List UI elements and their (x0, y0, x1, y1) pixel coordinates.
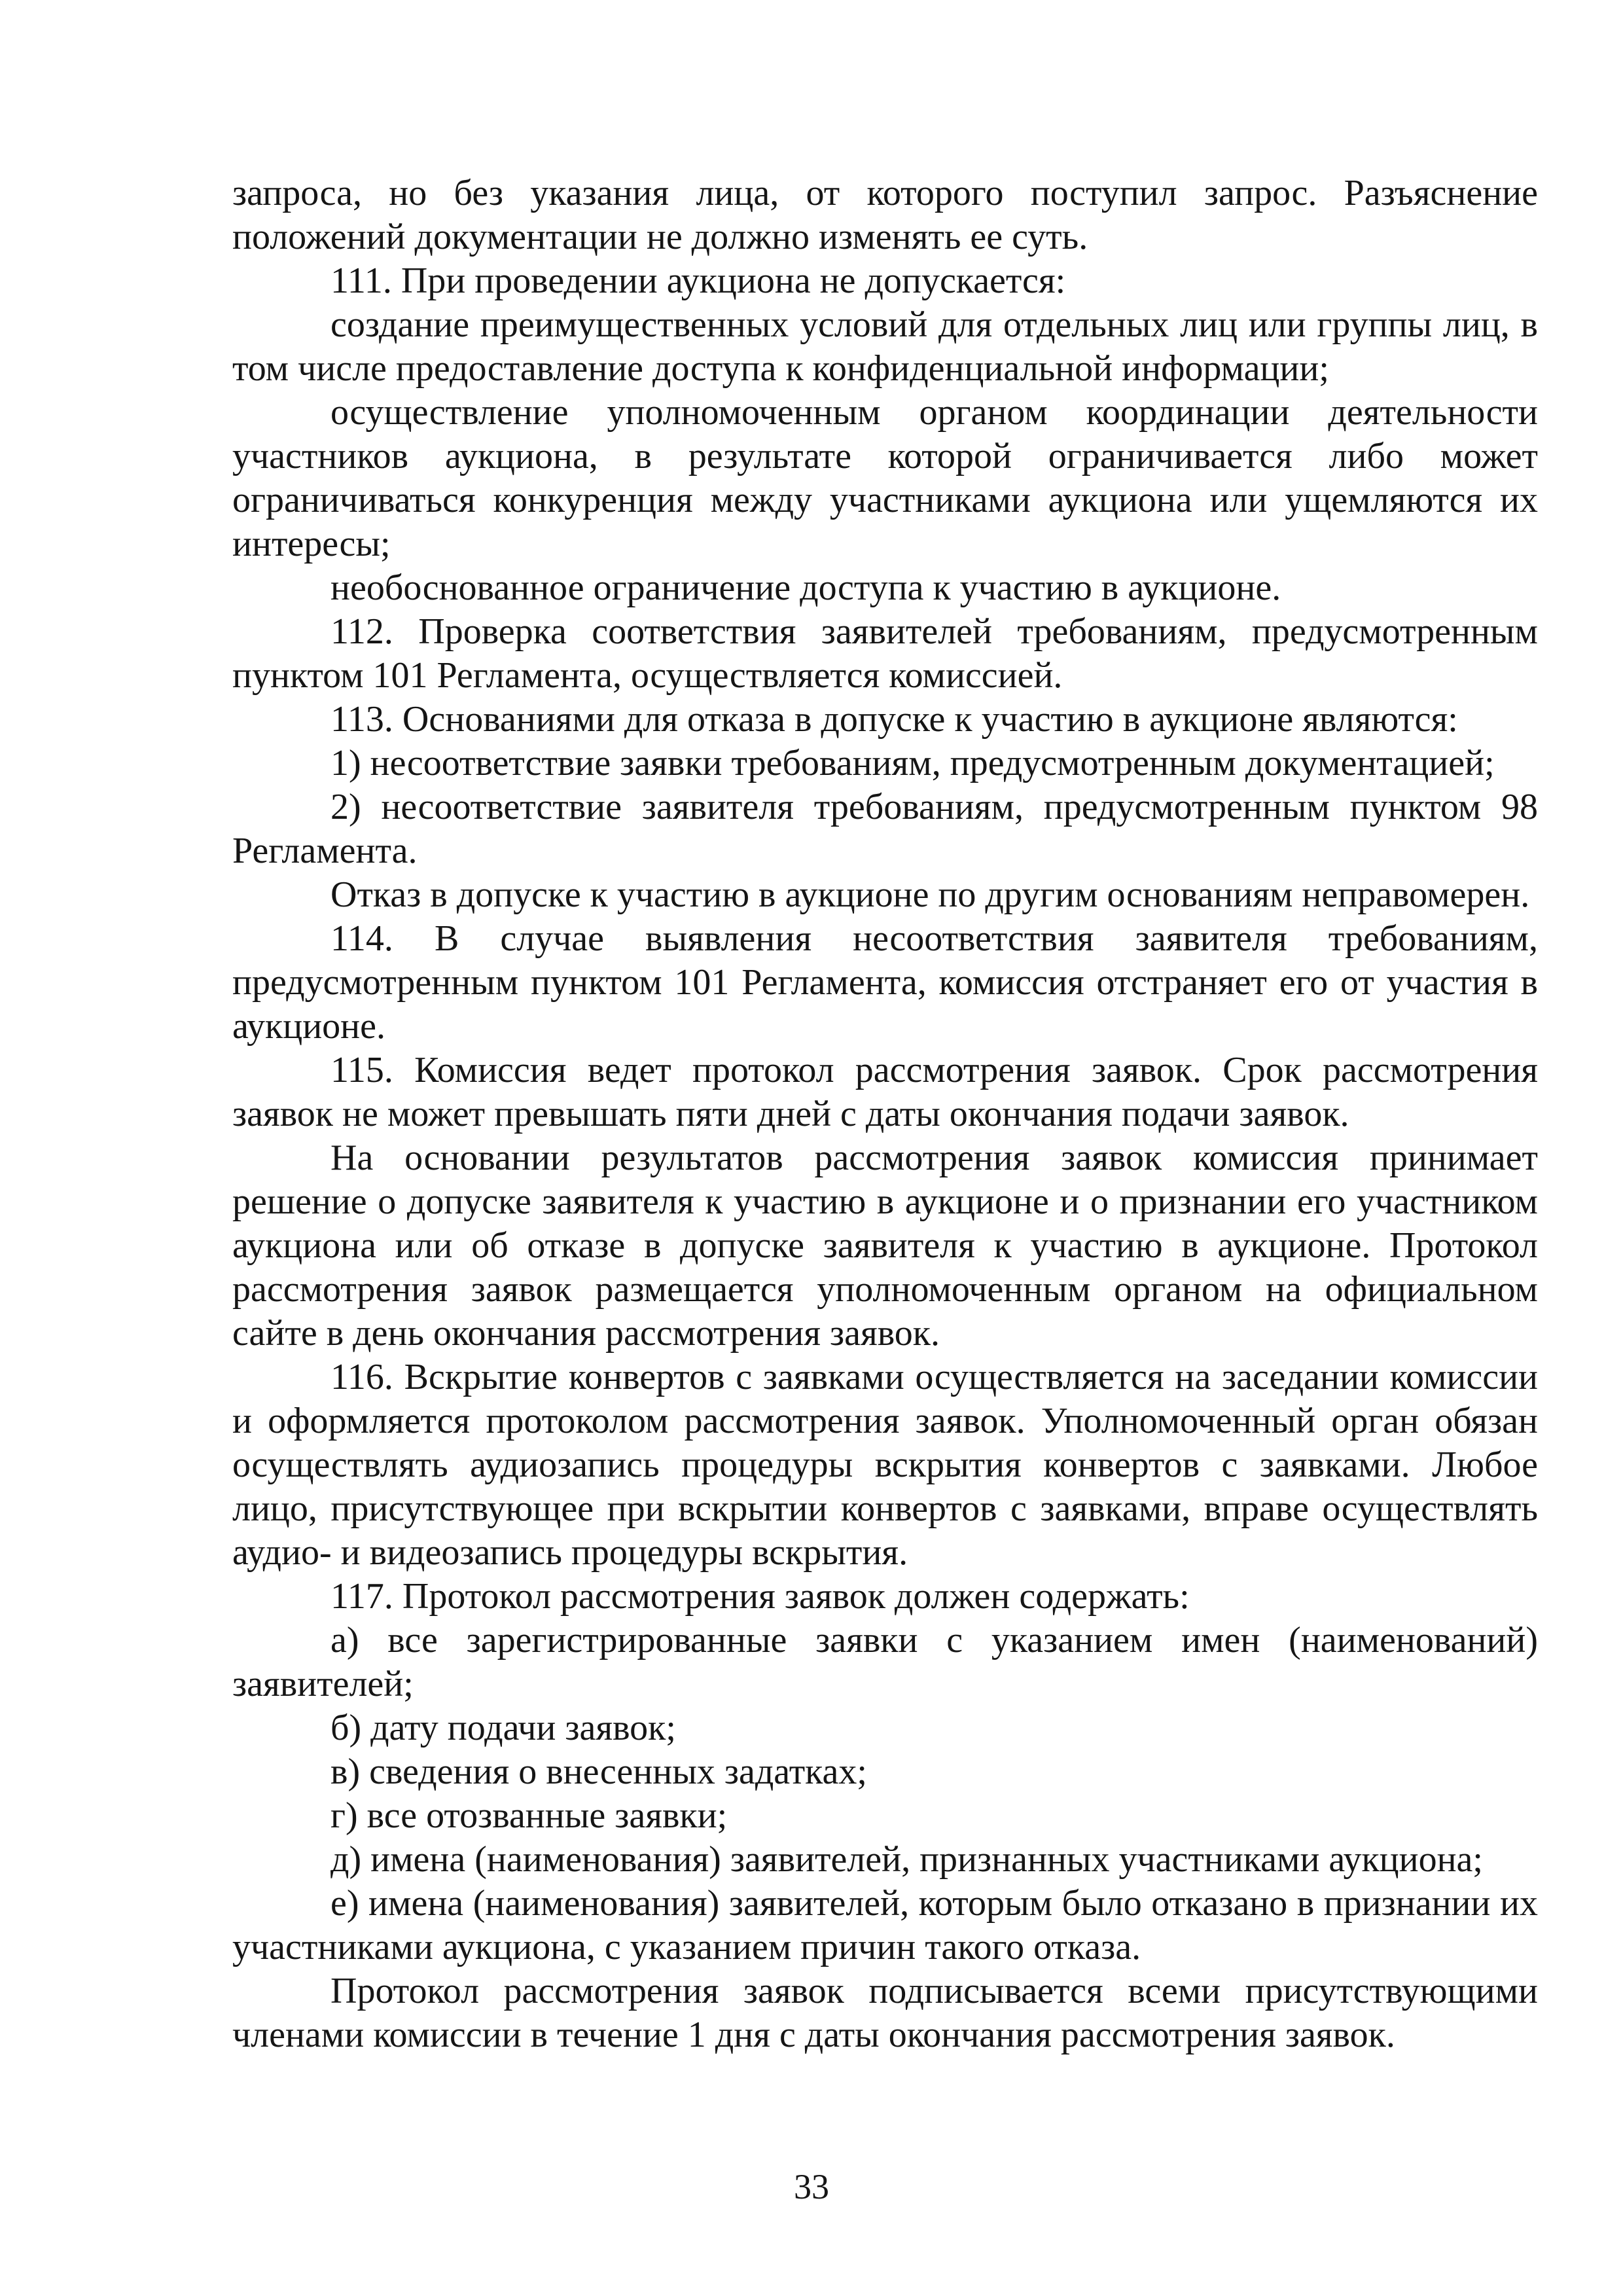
paragraph-continuation: запроса, но без указания лица, от которого поступил запрос. Разъяснение положений документации не должно изменять ее суть. (232, 173, 1538, 257)
paragraph-117-item-g: г) все отозванные заявки; (330, 1795, 728, 1836)
paragraph-117-item-e: е) имена (наименования) заявителей, которым было отказано в признании их участниками аукциона, с указанием причин такого отказа. (232, 1883, 1538, 1967)
paragraph-111: 111. При проведении аукциона не допускается: (330, 260, 1066, 301)
paragraph-117-item-v: в) сведения о внесенных задатках; (330, 1751, 867, 1792)
paragraph-115: 115. Комиссия ведет протокол рассмотрения заявок. Срок рассмотрения заявок не может превышать пяти дней с даты окончания подачи заявок. (232, 1050, 1538, 1134)
paragraph-111-item-1: создание преимущественных условий для отдельных лиц или группы лиц, в том числе предоставление доступа к конфиденциальной информации; (232, 304, 1538, 389)
paragraph-112: 112. Проверка соответствия заявителей требованиям, предусмотренным пунктом 101 Регламента, осуществляется комиссией. (232, 611, 1538, 696)
paragraph-115-decision: На основании результатов рассмотрения заявок комиссия принимает решение о допуске заявителя к участию в аукционе и о признании его участником аукциона или об отказе в допуске заявителя к участию в аукционе. Протокол рассмотрения заявок размещается уполномоченным органом на официальном сайте в день окончания рассмотрения заявок. (232, 1138, 1538, 1354)
paragraph-113-note: Отказ в допуске к участию в аукционе по другим основаниям неправомерен. (330, 874, 1530, 915)
paragraph-117-signature: Протокол рассмотрения заявок подписывается всеми присутствующими членами комиссии в течение 1 дня с даты окончания рассмотрения заявок. (232, 1971, 1538, 2055)
paragraph-111-item-3: необоснованное ограничение доступа к участию в аукционе. (330, 567, 1281, 608)
paragraph-113-item-2: 2) несоответствие заявителя требованиям, предусмотренным пунктом 98 Регламента. (232, 787, 1538, 871)
paragraph-114: 114. В случае выявления несоответствия заявителя требованиям, предусмотренным пунктом 101 Регламента, комиссия отстраняет его от участия в аукционе. (232, 918, 1538, 1047)
paragraph-117-item-a: а) все зарегистрированные заявки с указанием имен (наименований) заявителей; (232, 1620, 1538, 1704)
paragraph-117-item-b: б) дату подачи заявок; (330, 1708, 676, 1748)
paragraph-113: 113. Основаниями для отказа в допуске к участию в аукционе являются: (330, 699, 1458, 740)
paragraph-117: 117. Протокол рассмотрения заявок должен содержать: (330, 1576, 1190, 1617)
paragraph-113-item-1: 1) несоответствие заявки требованиям, предусмотренным документацией; (330, 743, 1495, 783)
paragraph-111-item-2: осуществление уполномоченным органом координации деятельности участников аукциона, в результате которой ограничивается либо может ограничиваться конкуренция между участниками аукциона или ущемляются их интересы; (232, 392, 1538, 564)
body-text (232, 171, 1538, 2057)
paragraph-116: 116. Вскрытие конвертов с заявками осуществляется на заседании комиссии и оформляется протоколом рассмотрения заявок. Уполномоченный орган обязан осуществлять аудиозапись процедуры вскрытия конвертов с заявками. Любое лицо, присутствующее при вскрытии конвертов с заявками, вправе осуществлять аудио- и видеозапись процедуры вскрытия. (232, 1357, 1538, 1573)
page-number: 33 (794, 2167, 829, 2206)
paragraph-117-item-d: д) имена (наименования) заявителей, признанных участниками аукциона; (330, 1839, 1483, 1880)
